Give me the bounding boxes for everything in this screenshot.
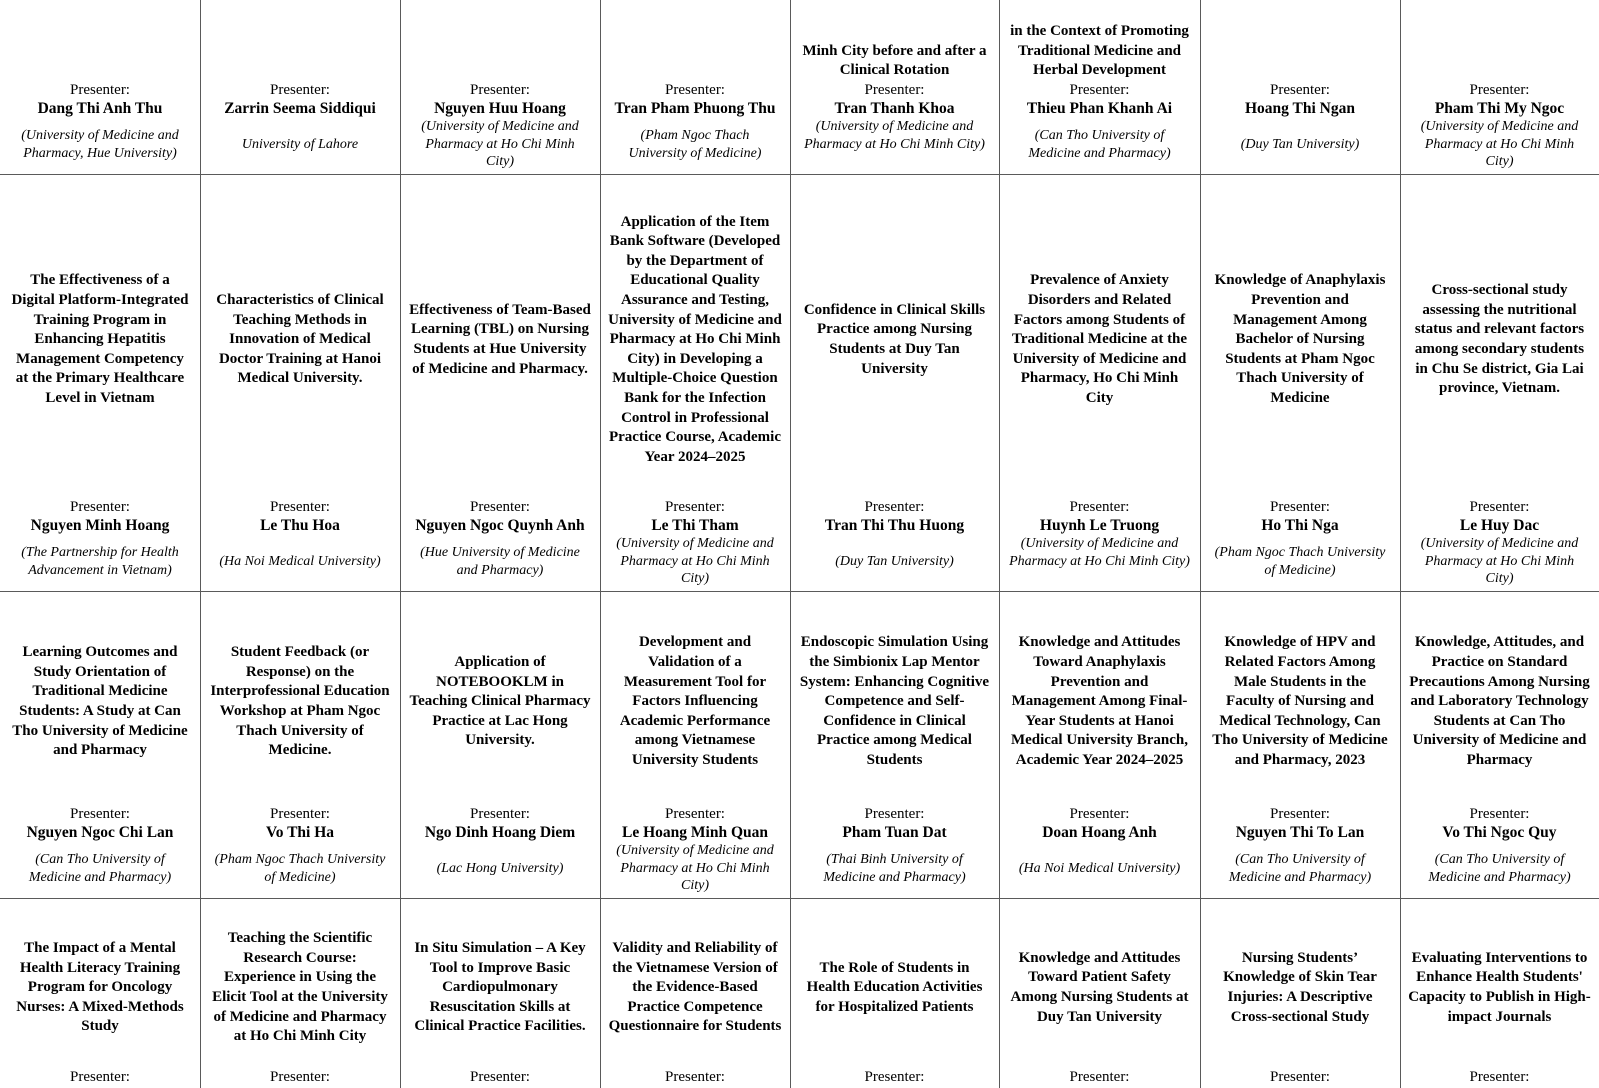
presenter-label: Presenter: — [270, 1069, 330, 1085]
presenter-affiliation: (University of Medicine and Pharmacy at Ho Chi Minh City) — [804, 119, 985, 152]
presenter-name: Tran Thanh Khoa — [834, 100, 955, 117]
abstract-title: Knowledge of Anaphylaxis Prevention and Management Among Bachelor of Nursing Students at Pham Ngoc Thach University of Medicine — [1214, 272, 1386, 406]
session-cell — [200, 0, 400, 174]
presenter-affiliation: (University of Medicine and Pharmacy at Ho Chi Minh City) — [421, 119, 579, 169]
session-cell — [400, 591, 600, 898]
presenter-affiliation: (University of Medicine and Pharmacy, Hue University) — [21, 128, 179, 161]
session-cell — [0, 174, 200, 591]
session-cell — [200, 174, 400, 591]
presenter-affiliation: (Thai Binh University of Medicine and Pharmacy) — [823, 852, 966, 885]
presenter-label: Presenter: — [270, 806, 330, 822]
presenter-name: Nguyen Minh Hoang — [30, 517, 170, 534]
abstract-title: In Situ Simulation – A Key Tool to Improve Basic Cardiopulmonary Resuscitation Skills at Clinical Practice Facilities. — [414, 940, 586, 1035]
abstract-title — [0, 0, 200, 81]
presenter-label: Presenter: — [665, 499, 725, 515]
abstract-title: Development and Validation of a Measurement Tool for Factors Influencing Academic Performance among Vietnamese University Students — [619, 634, 771, 768]
presenter-name: Le Thi Tham — [651, 517, 739, 534]
presenter-name: Tran Pham Phuong Thu — [614, 100, 776, 117]
session-cell — [999, 174, 1200, 591]
abstract-title — [1400, 0, 1599, 81]
presenter-label: Presenter: — [1270, 499, 1330, 515]
presenter-label: Presenter: — [470, 1069, 530, 1085]
presenter-affiliation: (University of Medicine and Pharmacy at Ho Chi Minh City) — [1009, 536, 1190, 569]
presenter-label: Presenter: — [1270, 806, 1330, 822]
presenter-label: Presenter: — [864, 1069, 925, 1085]
session-cell — [999, 898, 1200, 1088]
presenter-affiliation: (University of Medicine and Pharmacy at Ho Chi Minh City) — [1420, 119, 1579, 169]
session-cell — [999, 591, 1200, 898]
presenter-affiliation: University of Lahore — [241, 137, 359, 152]
abstract-title — [400, 0, 600, 81]
presenter-name: Vo Thi Ngoc Quy — [1442, 824, 1557, 841]
presenter-name: Zarrin Seema Siddiqui — [224, 100, 376, 117]
presenter-affiliation: (Lac Hong University) — [436, 861, 564, 876]
abstract-title: Application of NOTEBOOKLM in Teaching Clinical Pharmacy Practice at Lac Hong University. — [409, 654, 591, 749]
presenter-affiliation: (Ha Noi Medical University) — [1018, 861, 1181, 876]
presenter-name: Huynh Le Truong — [1039, 517, 1160, 534]
session-cell — [400, 0, 600, 174]
session-cell — [790, 591, 999, 898]
session-cell — [600, 898, 790, 1088]
presenter-affiliation: (Pham Ngoc Thach University of Medicine) — [628, 128, 762, 161]
presenter-affiliation: (Can Tho University of Medicine and Pharmacy) — [1428, 852, 1571, 885]
presenter-label: Presenter: — [70, 499, 130, 515]
session-cell — [1400, 0, 1599, 174]
presenter-label: Presenter: — [1469, 499, 1530, 515]
session-cell — [0, 591, 200, 898]
presenter-name: Doan Hoang Anh — [1042, 824, 1157, 841]
session-cell — [1400, 591, 1599, 898]
presenter-affiliation: (University of Medicine and Pharmacy at Ho Chi Minh City) — [616, 536, 774, 586]
session-cell — [1200, 591, 1400, 898]
abstract-title: Teaching the Scientific Research Course: Experience in Using the Elicit Tool at the University of Medicine and Pharmacy at Ho Chi Minh City — [212, 930, 388, 1045]
session-cell — [0, 898, 200, 1088]
presenter-name: Le Hoang Minh Quan — [622, 824, 768, 841]
presenter-label: Presenter: — [1069, 806, 1130, 822]
presenter-label: Presenter: — [665, 82, 725, 98]
presenter-label: Presenter: — [270, 82, 330, 98]
abstract-title: Knowledge of HPV and Related Factors Among Male Students in the Faculty of Nursing and Medical Technology, Can Tho University of Medicine and Pharmacy, 2023 — [1212, 634, 1388, 768]
presenter-affiliation: (Pham Ngoc Thach University of Medicine) — [214, 852, 386, 885]
presenter-label: Presenter: — [1469, 82, 1530, 98]
presenter-affiliation: (The Partnership for Health Advancement in Vietnam) — [21, 545, 179, 578]
presenter-label: Presenter: — [70, 806, 130, 822]
session-cell — [1200, 174, 1400, 591]
presenter-label: Presenter: — [1469, 806, 1530, 822]
presenter-label: Presenter: — [1069, 499, 1130, 515]
presenter-label: Presenter: — [70, 82, 130, 98]
presenter-name: Le Thu Hoa — [260, 517, 340, 534]
presenter-label: Presenter: — [1270, 82, 1330, 98]
presenter-name: Le Huy Dac — [1459, 517, 1540, 534]
presenter-name: Thieu Phan Khanh Ai — [1026, 100, 1173, 117]
abstract-title: Knowledge and Attitudes Toward Anaphylaxis Prevention and Management Among Final-Year Students at Hanoi Medical University Branch, Academic Year 2024–2025 — [1010, 634, 1189, 768]
presenter-label: Presenter: — [1270, 1069, 1330, 1085]
session-cell — [1400, 174, 1599, 591]
abstract-title: Endoscopic Simulation Using the Simbionix Lap Mentor System: Enhancing Cognitive Competence and Self-Confidence in Clinical Practice among Medical Students — [799, 634, 990, 768]
abstract-title: Nursing Students’ Knowledge of Skin Tear Injuries: A Descriptive Cross-sectional Study — [1223, 949, 1377, 1025]
abstract-title: Learning Outcomes and Study Orientation of Traditional Medicine Students: A Study at Can Tho University of Medicine and Pharmacy — [12, 644, 188, 759]
presenter-name: Nguyen Ngoc Quynh Anh — [415, 517, 585, 534]
session-cell — [600, 591, 790, 898]
presenter-name: Nguyen Huu Hoang — [434, 100, 566, 117]
abstract-title: Student Feedback (or Response) on the Interprofessional Education Workshop at Pham Ngoc Thach University of Medicine. — [210, 644, 390, 759]
abstract-title — [600, 0, 790, 81]
presenter-name: Tran Thi Thu Huong — [824, 517, 965, 534]
abstract-title: Knowledge and Attitudes Toward Patient Safety Among Nursing Students at Duy Tan University — [1010, 949, 1189, 1025]
abstract-title: in the Context of Promoting Traditional Medicine and Herbal Development — [1010, 23, 1189, 79]
presenter-affiliation: (Duy Tan University) — [835, 554, 954, 569]
abstract-title: Validity and Reliability of the Vietnamese Version of the Evidence-Based Practice Competence Questionnaire for Students — [608, 940, 782, 1035]
presenter-label: Presenter: — [270, 499, 330, 515]
presenter-label: Presenter: — [864, 499, 925, 515]
abstract-title: Minh City before and after a Clinical Rotation — [802, 42, 987, 79]
presenter-label: Presenter: — [665, 806, 725, 822]
presenter-affiliation: (Can Tho University of Medicine and Pharmacy) — [28, 852, 172, 885]
presenter-affiliation: (University of Medicine and Pharmacy at Ho Chi Minh City) — [616, 843, 774, 893]
presenter-label: Presenter: — [665, 1069, 725, 1085]
presenter-label: Presenter: — [470, 806, 530, 822]
session-cell — [1400, 898, 1599, 1088]
presenter-label: Presenter: — [864, 82, 925, 98]
presenter-name: Hoang Thi Ngan — [1245, 100, 1355, 117]
presenter-affiliation: (Duy Tan University) — [1240, 137, 1360, 152]
presenter-affiliation: (Hue University of Medicine and Pharmacy) — [420, 545, 580, 578]
presenter-name: Dang Thi Anh Thu — [37, 100, 163, 117]
presenter-label: Presenter: — [1469, 1069, 1530, 1085]
session-cell — [0, 0, 200, 174]
abstract-title: Application of the Item Bank Software (Developed by the Department of Educational Quality Assurance and Testing, University of Medicine and Pharmacy at Ho Chi Minh City) in Developing a Multiple-Choice Question Bank for the Infection Control in Professional Practice Course, Academic Year 2024–2025 — [608, 213, 782, 465]
abstract-title: The Effectiveness of a Digital Platform-Integrated Training Program in Enhancing Hepatitis Management Competency at the Primary Healthcare Level in Vietnam — [11, 272, 189, 406]
abstract-title: Prevalence of Anxiety Disorders and Related Factors among Students of Traditional Medicine at the University of Medicine and Pharmacy, Ho Chi Minh City — [1011, 272, 1188, 406]
session-cell — [200, 591, 400, 898]
presenter-name: Nguyen Thi To Lan — [1235, 824, 1365, 841]
presenter-affiliation: (Ha Noi Medical University) — [219, 554, 381, 569]
presenter-label: Presenter: — [1069, 82, 1130, 98]
presenter-label: Presenter: — [470, 82, 530, 98]
session-cell — [400, 898, 600, 1088]
presenter-label: Presenter: — [470, 499, 530, 515]
abstract-title: Effectiveness of Team-Based Learning (TBL) on Nursing Students at Hue University of Medicine and Pharmacy. — [409, 301, 591, 377]
session-cell — [200, 898, 400, 1088]
session-cell — [790, 898, 999, 1088]
presenter-label: Presenter: — [864, 806, 925, 822]
abstract-title — [200, 0, 400, 81]
presenter-name: Nguyen Ngoc Chi Lan — [26, 824, 174, 841]
presenter-name: Pham Thi My Ngoc — [1434, 100, 1565, 117]
presenter-affiliation: (Can Tho University of Medicine and Pharmacy) — [1028, 128, 1171, 161]
presenter-name: Vo Thi Ha — [265, 824, 335, 841]
session-cell — [400, 174, 600, 591]
abstract-title — [1200, 0, 1400, 81]
presenter-label: Presenter: — [1069, 1069, 1130, 1085]
presenter-name: Ho Thi Nga — [1261, 517, 1339, 534]
presenter-affiliation: (University of Medicine and Pharmacy at Ho Chi Minh City) — [1420, 536, 1579, 586]
session-cell — [999, 0, 1200, 174]
abstract-title: Evaluating Interventions to Enhance Health Students' Capacity to Publish in High-impact Journals — [1408, 949, 1591, 1025]
abstract-title: The Role of Students in Health Education Activities for Hospitalized Patients — [806, 959, 983, 1015]
abstract-title: Confidence in Clinical Skills Practice among Nursing Students at Duy Tan University — [803, 301, 986, 377]
abstract-title: Knowledge, Attitudes, and Practice on Standard Precautions Among Nursing and Laboratory Technology Students at Can Tho University of Medicine and Pharmacy — [1409, 634, 1590, 768]
presenter-label: Presenter: — [70, 1069, 130, 1085]
presenter-affiliation: (Can Tho University of Medicine and Pharmacy) — [1228, 852, 1372, 885]
session-cell — [600, 0, 790, 174]
abstract-title: Characteristics of Clinical Teaching Methods in Innovation of Medical Doctor Training at Hanoi Medical University. — [216, 292, 384, 387]
session-cell — [600, 174, 790, 591]
presenter-affiliation: (Pham Ngoc Thach University of Medicine) — [1214, 545, 1386, 578]
presenter-name: Pham Tuan Dat — [842, 824, 947, 841]
session-cell — [1200, 0, 1400, 174]
session-cell — [790, 174, 999, 591]
session-cell — [1200, 898, 1400, 1088]
session-cell — [790, 0, 999, 174]
presenter-name: Ngo Dinh Hoang Diem — [424, 824, 576, 841]
abstract-title: The Impact of a Mental Health Literacy Training Program for Oncology Nurses: A Mixed-Methods Study — [16, 940, 184, 1035]
abstract-title: Cross-sectional study assessing the nutritional status and relevant factors among secondary students in Chu Se district, Gia Lai province, Vietnam. — [1414, 282, 1585, 397]
